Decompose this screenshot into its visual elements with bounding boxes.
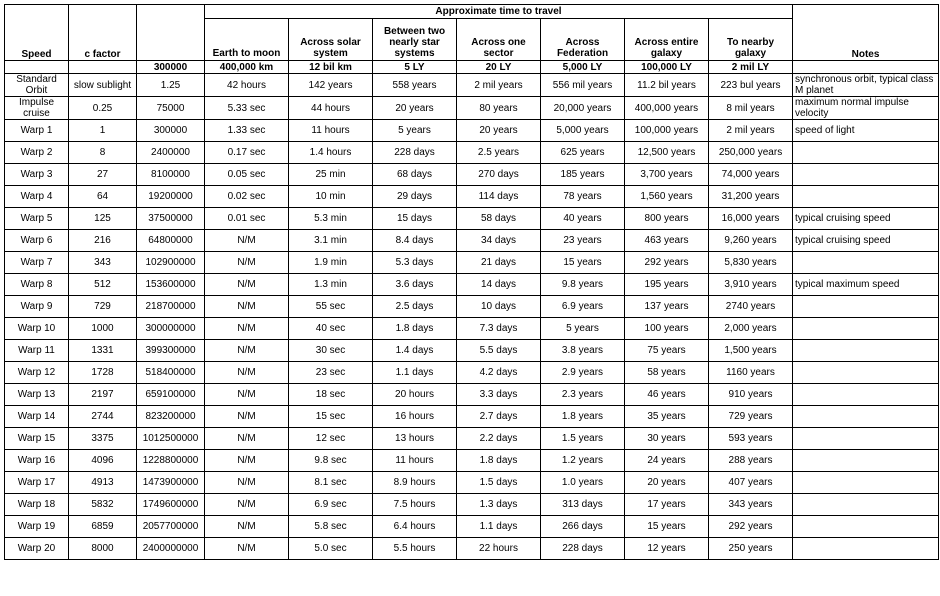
distance-unit: 5,000 LY [541,61,625,74]
notes-cell: typical cruising speed [793,208,939,230]
kms-cell: 19200000 [137,186,205,208]
time-cell: 0.02 sec [205,186,289,208]
c-factor-cell: 4913 [69,472,137,494]
time-cell: 20 years [457,120,541,142]
speed-cell: Warp 18 [5,494,69,516]
time-cell: 80 years [457,97,541,120]
kms-cell: 1012500000 [137,428,205,450]
dest-header: Across Federation [541,19,625,61]
notes-cell: maximum normal impulse velocity [793,97,939,120]
dest-header: Across one sector [457,19,541,61]
time-cell: 15 sec [289,406,373,428]
time-cell: 1.5 years [541,428,625,450]
time-cell: 5,830 years [709,252,793,274]
speed-cell: Warp 2 [5,142,69,164]
c-factor-cell: 343 [69,252,137,274]
notes-cell [793,494,939,516]
distance-unit: 400,000 km [205,61,289,74]
kms-cell: 659100000 [137,384,205,406]
time-cell: 2740 years [709,296,793,318]
time-cell: 556 mil years [541,74,625,97]
time-cell: 6.9 years [541,296,625,318]
dest-header: Across entire galaxy [625,19,709,61]
time-cell: N/M [205,516,289,538]
speed-cell: Warp 1 [5,120,69,142]
kms-header-blank [137,5,205,19]
time-cell: 3.1 min [289,230,373,252]
time-cell: 5.0 sec [289,538,373,560]
table-body [5,74,939,560]
time-cell: 75 years [625,340,709,362]
c-factor-cell: 216 [69,230,137,252]
time-cell: 1.4 hours [289,142,373,164]
kms-cell: 518400000 [137,362,205,384]
time-cell: 142 years [289,74,373,97]
time-cell: N/M [205,538,289,560]
time-cell: 15 years [625,516,709,538]
time-cell: 20 years [625,472,709,494]
time-cell: 0.17 sec [205,142,289,164]
time-cell: 292 years [709,516,793,538]
time-cell: 1.3 days [457,494,541,516]
notes-header: Notes [793,5,939,61]
time-cell: 5.33 sec [205,97,289,120]
kms-cell: 399300000 [137,340,205,362]
table-row [5,362,939,384]
time-cell: 11 hours [289,120,373,142]
time-cell: 14 days [457,274,541,296]
time-cell: 100,000 years [625,120,709,142]
time-cell: 15 days [373,208,457,230]
kms-cell: 37500000 [137,208,205,230]
time-cell: 292 years [625,252,709,274]
time-cell: 3,910 years [709,274,793,296]
table-row [5,97,939,120]
speed-cell: Warp 12 [5,362,69,384]
time-cell: 1160 years [709,362,793,384]
time-cell: 1.9 min [289,252,373,274]
title-row [5,5,939,19]
time-cell: 25 min [289,164,373,186]
c-factor-cell: slow sublight [69,74,137,97]
time-cell: 9.8 years [541,274,625,296]
kms-cell: 2400000 [137,142,205,164]
kms-cell: 300000 [137,120,205,142]
time-cell: N/M [205,450,289,472]
group-title: Approximate time to travel [205,5,793,19]
notes-cell: speed of light [793,120,939,142]
time-cell: 5.3 days [373,252,457,274]
notes-cell [793,538,939,560]
time-cell: 0.01 sec [205,208,289,230]
time-cell: 2.9 years [541,362,625,384]
units-blank [5,61,69,74]
kms-cell: 1749600000 [137,494,205,516]
kms-cell: 1228800000 [137,450,205,472]
time-cell: N/M [205,384,289,406]
time-cell: 29 days [373,186,457,208]
time-cell: 46 years [625,384,709,406]
dest-header: Between two nearly star systems [373,19,457,61]
time-cell: N/M [205,472,289,494]
notes-cell [793,252,939,274]
warp-speed-table [4,4,939,560]
speed-cell: Warp 4 [5,186,69,208]
time-cell: N/M [205,296,289,318]
speed-cell: Warp 3 [5,164,69,186]
time-cell: N/M [205,362,289,384]
notes-cell [793,472,939,494]
distance-unit: 2 mil LY [709,61,793,74]
c-factor-cell: 8000 [69,538,137,560]
notes-cell [793,428,939,450]
time-cell: 1,500 years [709,340,793,362]
time-cell: 23 years [541,230,625,252]
notes-cell [793,516,939,538]
time-cell: 1.33 sec [205,120,289,142]
time-cell: 17 years [625,494,709,516]
time-cell: 7.5 hours [373,494,457,516]
c-factor-cell: 729 [69,296,137,318]
speed-cell: Warp 9 [5,296,69,318]
time-cell: 10 days [457,296,541,318]
time-cell: 5 years [541,318,625,340]
time-cell: 1,560 years [625,186,709,208]
c-factor-cell: 3375 [69,428,137,450]
time-cell: 5 years [373,120,457,142]
time-cell: 11.2 bil years [625,74,709,97]
time-cell: 1.5 days [457,472,541,494]
time-cell: 195 years [625,274,709,296]
time-cell: 2,000 years [709,318,793,340]
time-cell: 16 hours [373,406,457,428]
time-cell: 6.9 sec [289,494,373,516]
notes-cell [793,318,939,340]
time-cell: 185 years [541,164,625,186]
time-cell: 4.2 days [457,362,541,384]
time-cell: 58 years [625,362,709,384]
time-cell: N/M [205,318,289,340]
time-cell: 1.0 years [541,472,625,494]
table-row [5,120,939,142]
time-cell: 288 years [709,450,793,472]
time-cell: 1.1 days [373,362,457,384]
table-row [5,406,939,428]
time-cell: 100 years [625,318,709,340]
dest-header: Earth to moon [205,19,289,61]
time-cell: 137 years [625,296,709,318]
time-cell: 2.7 days [457,406,541,428]
kms-cell: 8100000 [137,164,205,186]
time-cell: 1.8 days [457,450,541,472]
table-row [5,74,939,97]
speed-cell: Warp 5 [5,208,69,230]
speed-header: Speed [5,5,69,61]
time-cell: 2.3 years [541,384,625,406]
kms-cell: 1473900000 [137,472,205,494]
notes-cell: synchronous orbit, typical class M planet [793,74,939,97]
time-cell: 18 sec [289,384,373,406]
time-cell: 12 sec [289,428,373,450]
table-row [5,230,939,252]
time-cell: 2.5 years [457,142,541,164]
time-cell: N/M [205,340,289,362]
time-cell: 250 years [709,538,793,560]
kms-cell: 102900000 [137,252,205,274]
table-row [5,428,939,450]
speed-cell: Warp 17 [5,472,69,494]
kms-cell: 2400000000 [137,538,205,560]
time-cell: 343 years [709,494,793,516]
kms-cell: 64800000 [137,230,205,252]
notes-cell [793,384,939,406]
time-cell: 22 hours [457,538,541,560]
time-cell: 24 years [625,450,709,472]
time-cell: 30 years [625,428,709,450]
time-cell: 114 days [457,186,541,208]
time-cell: 40 sec [289,318,373,340]
speed-cell: Warp 7 [5,252,69,274]
time-cell: 31,200 years [709,186,793,208]
speed-cell: Warp 11 [5,340,69,362]
time-cell: 34 days [457,230,541,252]
time-cell: 8.9 hours [373,472,457,494]
time-cell: 2 mil years [709,120,793,142]
time-cell: 400,000 years [625,97,709,120]
c-factor-cell: 2197 [69,384,137,406]
time-cell: N/M [205,428,289,450]
table-row [5,208,939,230]
time-cell: N/M [205,252,289,274]
time-cell: 2.5 days [373,296,457,318]
notes-cell: typical cruising speed [793,230,939,252]
time-cell: 8.1 sec [289,472,373,494]
time-cell: 23 sec [289,362,373,384]
notes-cell [793,142,939,164]
c-factor-cell: 1 [69,120,137,142]
time-cell: 78 years [541,186,625,208]
c-factor-cell: 512 [69,274,137,296]
kms-cell: 823200000 [137,406,205,428]
time-cell: N/M [205,406,289,428]
speed-cell: Impulse cruise [5,97,69,120]
time-cell: 3.8 years [541,340,625,362]
time-cell: 7.3 days [457,318,541,340]
time-cell: 15 years [541,252,625,274]
c-factor-cell: 1728 [69,362,137,384]
speed-cell: Warp 8 [5,274,69,296]
speed-cell: Warp 16 [5,450,69,472]
time-cell: 5,000 years [541,120,625,142]
time-cell: 3.6 days [373,274,457,296]
speed-cell: Warp 19 [5,516,69,538]
distance-unit: 100,000 LY [625,61,709,74]
time-cell: 11 hours [373,450,457,472]
time-cell: 625 years [541,142,625,164]
table-row [5,164,939,186]
c-factor-cell: 8 [69,142,137,164]
table-row [5,318,939,340]
table-row [5,494,939,516]
c-factor-header: c factor [69,5,137,61]
time-cell: 3.3 days [457,384,541,406]
time-cell: 729 years [709,406,793,428]
time-cell: 5.5 hours [373,538,457,560]
notes-cell: typical maximum speed [793,274,939,296]
speed-cell: Warp 10 [5,318,69,340]
time-cell: 266 days [541,516,625,538]
table-row [5,142,939,164]
table-row [5,296,939,318]
kms-cell: 2057700000 [137,516,205,538]
time-cell: 3,700 years [625,164,709,186]
time-cell: N/M [205,230,289,252]
c-factor-cell: 6859 [69,516,137,538]
time-cell: 20,000 years [541,97,625,120]
kms-cell: 1.25 [137,74,205,97]
distance-unit: 20 LY [457,61,541,74]
notes-cell [793,450,939,472]
time-cell: 55 sec [289,296,373,318]
time-cell: 8.4 days [373,230,457,252]
time-cell: 13 hours [373,428,457,450]
notes-cell [793,164,939,186]
distance-unit: 5 LY [373,61,457,74]
time-cell: N/M [205,494,289,516]
time-cell: 2.2 days [457,428,541,450]
c-factor-cell: 5832 [69,494,137,516]
table-row [5,450,939,472]
speed-cell: Warp 14 [5,406,69,428]
notes-cell [793,362,939,384]
table-row [5,516,939,538]
notes-cell [793,296,939,318]
time-cell: 228 days [541,538,625,560]
c-factor-cell: 64 [69,186,137,208]
time-cell: 1.4 days [373,340,457,362]
table-row [5,384,939,406]
time-cell: 74,000 years [709,164,793,186]
time-cell: 44 hours [289,97,373,120]
c-factor-cell: 27 [69,164,137,186]
time-cell: 1.8 years [541,406,625,428]
speed-cell: Standard Orbit [5,74,69,97]
table-row [5,274,939,296]
table-row [5,538,939,560]
c-factor-cell: 4096 [69,450,137,472]
time-cell: 20 years [373,97,457,120]
time-cell: 20 hours [373,384,457,406]
time-cell: 9.8 sec [289,450,373,472]
units-blank [69,61,137,74]
time-cell: 5.5 days [457,340,541,362]
time-cell: 800 years [625,208,709,230]
time-cell: N/M [205,274,289,296]
kms-header-blank-2 [137,19,205,61]
time-cell: 8 mil years [709,97,793,120]
time-cell: 35 years [625,406,709,428]
time-cell: 21 days [457,252,541,274]
kms-cell: 153600000 [137,274,205,296]
c-factor-cell: 0.25 [69,97,137,120]
units-blank [793,61,939,74]
notes-cell [793,340,939,362]
distance-unit: 12 bil km [289,61,373,74]
time-cell: 1.1 days [457,516,541,538]
time-cell: 593 years [709,428,793,450]
time-cell: 16,000 years [709,208,793,230]
time-cell: 407 years [709,472,793,494]
table-row [5,252,939,274]
table-row [5,472,939,494]
c-factor-cell: 2744 [69,406,137,428]
time-cell: 12 years [625,538,709,560]
time-cell: 250,000 years [709,142,793,164]
speed-cell: Warp 20 [5,538,69,560]
speed-cell: Warp 15 [5,428,69,450]
kms-cell: 218700000 [137,296,205,318]
time-cell: 1.2 years [541,450,625,472]
c-factor-cell: 125 [69,208,137,230]
time-cell: 228 days [373,142,457,164]
time-cell: 30 sec [289,340,373,362]
time-cell: 68 days [373,164,457,186]
time-cell: 1.8 days [373,318,457,340]
time-cell: 0.05 sec [205,164,289,186]
kms-cell: 300000000 [137,318,205,340]
time-cell: 313 days [541,494,625,516]
dest-header: To nearby galaxy [709,19,793,61]
time-cell: 1.3 min [289,274,373,296]
notes-cell [793,186,939,208]
time-cell: 40 years [541,208,625,230]
units-row [5,61,939,74]
time-cell: 10 min [289,186,373,208]
table-row [5,340,939,362]
kms-cell: 75000 [137,97,205,120]
dest-header: Across solar system [289,19,373,61]
time-cell: 5.8 sec [289,516,373,538]
table-row [5,186,939,208]
notes-cell [793,406,939,428]
kms-unit: 300000 [137,61,205,74]
c-factor-cell: 1331 [69,340,137,362]
speed-cell: Warp 6 [5,230,69,252]
time-cell: 12,500 years [625,142,709,164]
speed-cell: Warp 13 [5,384,69,406]
time-cell: 270 days [457,164,541,186]
time-cell: 9,260 years [709,230,793,252]
time-cell: 223 bul years [709,74,793,97]
time-cell: 2 mil years [457,74,541,97]
time-cell: 910 years [709,384,793,406]
time-cell: 463 years [625,230,709,252]
time-cell: 42 hours [205,74,289,97]
time-cell: 558 years [373,74,457,97]
c-factor-cell: 1000 [69,318,137,340]
time-cell: 5.3 min [289,208,373,230]
time-cell: 6.4 hours [373,516,457,538]
time-cell: 58 days [457,208,541,230]
